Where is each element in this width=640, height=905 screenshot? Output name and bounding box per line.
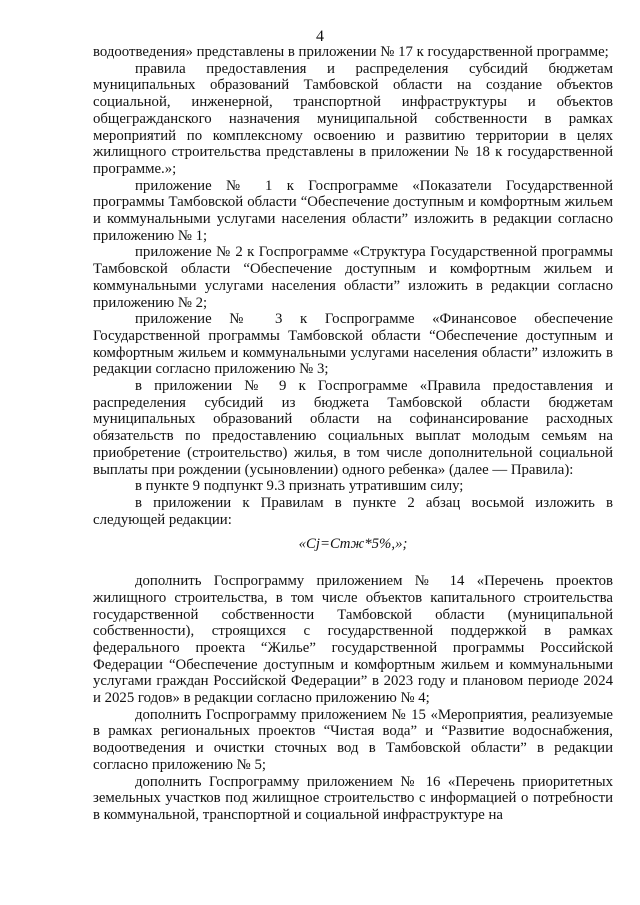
paragraph-2: правила предоставления и распределения субсидий бюджетам муниципальных образований Тамбовской области на создание объектов социальной, инженерной, транспортной инфраструктуры и объектов общегражданского назначения муниципальной собственности в рамках мероприятий по комплексному освоению и развитию территории в целях жилищного строительства представлены в приложении № 18 к государственной программе.»; bbox=[93, 60, 613, 177]
paragraph-4: приложение № 2 к Госпрограмме «Структура Государственной программы Тамбовской области “Обеспечение доступным и комфортным жильем и коммунальными услугами населения области” изложить в редакции согласно приложению № 2; bbox=[93, 244, 613, 311]
formula: «Cj=Cтж*5%,»; bbox=[298, 536, 408, 553]
paragraph-8: в приложении к Правилам в пункте 2 абзац восьмой изложить в следующей редакции: bbox=[93, 494, 613, 528]
paragraph-3: приложение № 1 к Госпрограмме «Показатели Государственной программы Тамбовской области “Обеспечение доступным и комфортным жильем и коммунальными услугами населения области” изложить в редакции согласно приложению № 1; bbox=[93, 177, 613, 244]
paragraph-10: дополнить Госпрограмму приложением № 15 «Мероприятия, реализуемые в рамках региональных проектов “Чистая вода” и “Развитие водоснабжения, водоотведения и очистки сточных вод в Тамбовской области” в редакции согласно приложению № 5; bbox=[93, 706, 613, 773]
paragraph-7: в пункте 9 подпункт 9.3 признать утратившим силу; bbox=[135, 478, 464, 495]
paragraph-1: водоотведения» представлены в приложении № 17 к государственной программе; bbox=[93, 44, 609, 60]
paragraph-5: приложение № 3 к Госпрограмме «Финансовое обеспечение Государственной программы Тамбовской области “Обеспечение доступным и комфортным жильем и коммунальными услугами населения области” изложить в редакции согласно приложению № 3; bbox=[93, 311, 613, 378]
paragraph-11: дополнить Госпрограмму приложением № 16 «Перечень приоритетных земельных участков под жилищное строительство с информацией о потребности в коммунальной, транспортной и социальной инфраструктуре на bbox=[93, 773, 613, 823]
paragraph-6: в приложении № 9 к Госпрограмме «Правила предоставления и распределения субсидий из бюджета Тамбовской области бюджетам муниципальных образований области на софинансирование расходных обязательств по предоставлению социальных выплат молодым семьям на приобретение (строительство) жилья, в том числе дополнительной социальной выплаты при рождении (усыновлении) одного ребенка» (далее — Правила): bbox=[93, 378, 613, 478]
document-body bbox=[93, 44, 613, 824]
page-number: 4 bbox=[316, 28, 324, 45]
paragraph-9: дополнить Госпрограмму приложением № 14 «Перечень проектов жилищного строительства, в том числе объектов капитального строительства государственной собственности Тамбовской области (муниципальной собственности), строящихся с государственной поддержкой в рамках федерального проекта “Жилье” государственной программы Российской Федерации “Обеспечение доступным и комфортным жильем и коммунальными услугами граждан Российской Федерации” в 2023 году и плановом периоде 2024 и 2025 годов» в редакции согласно приложению № 4; bbox=[93, 573, 613, 707]
